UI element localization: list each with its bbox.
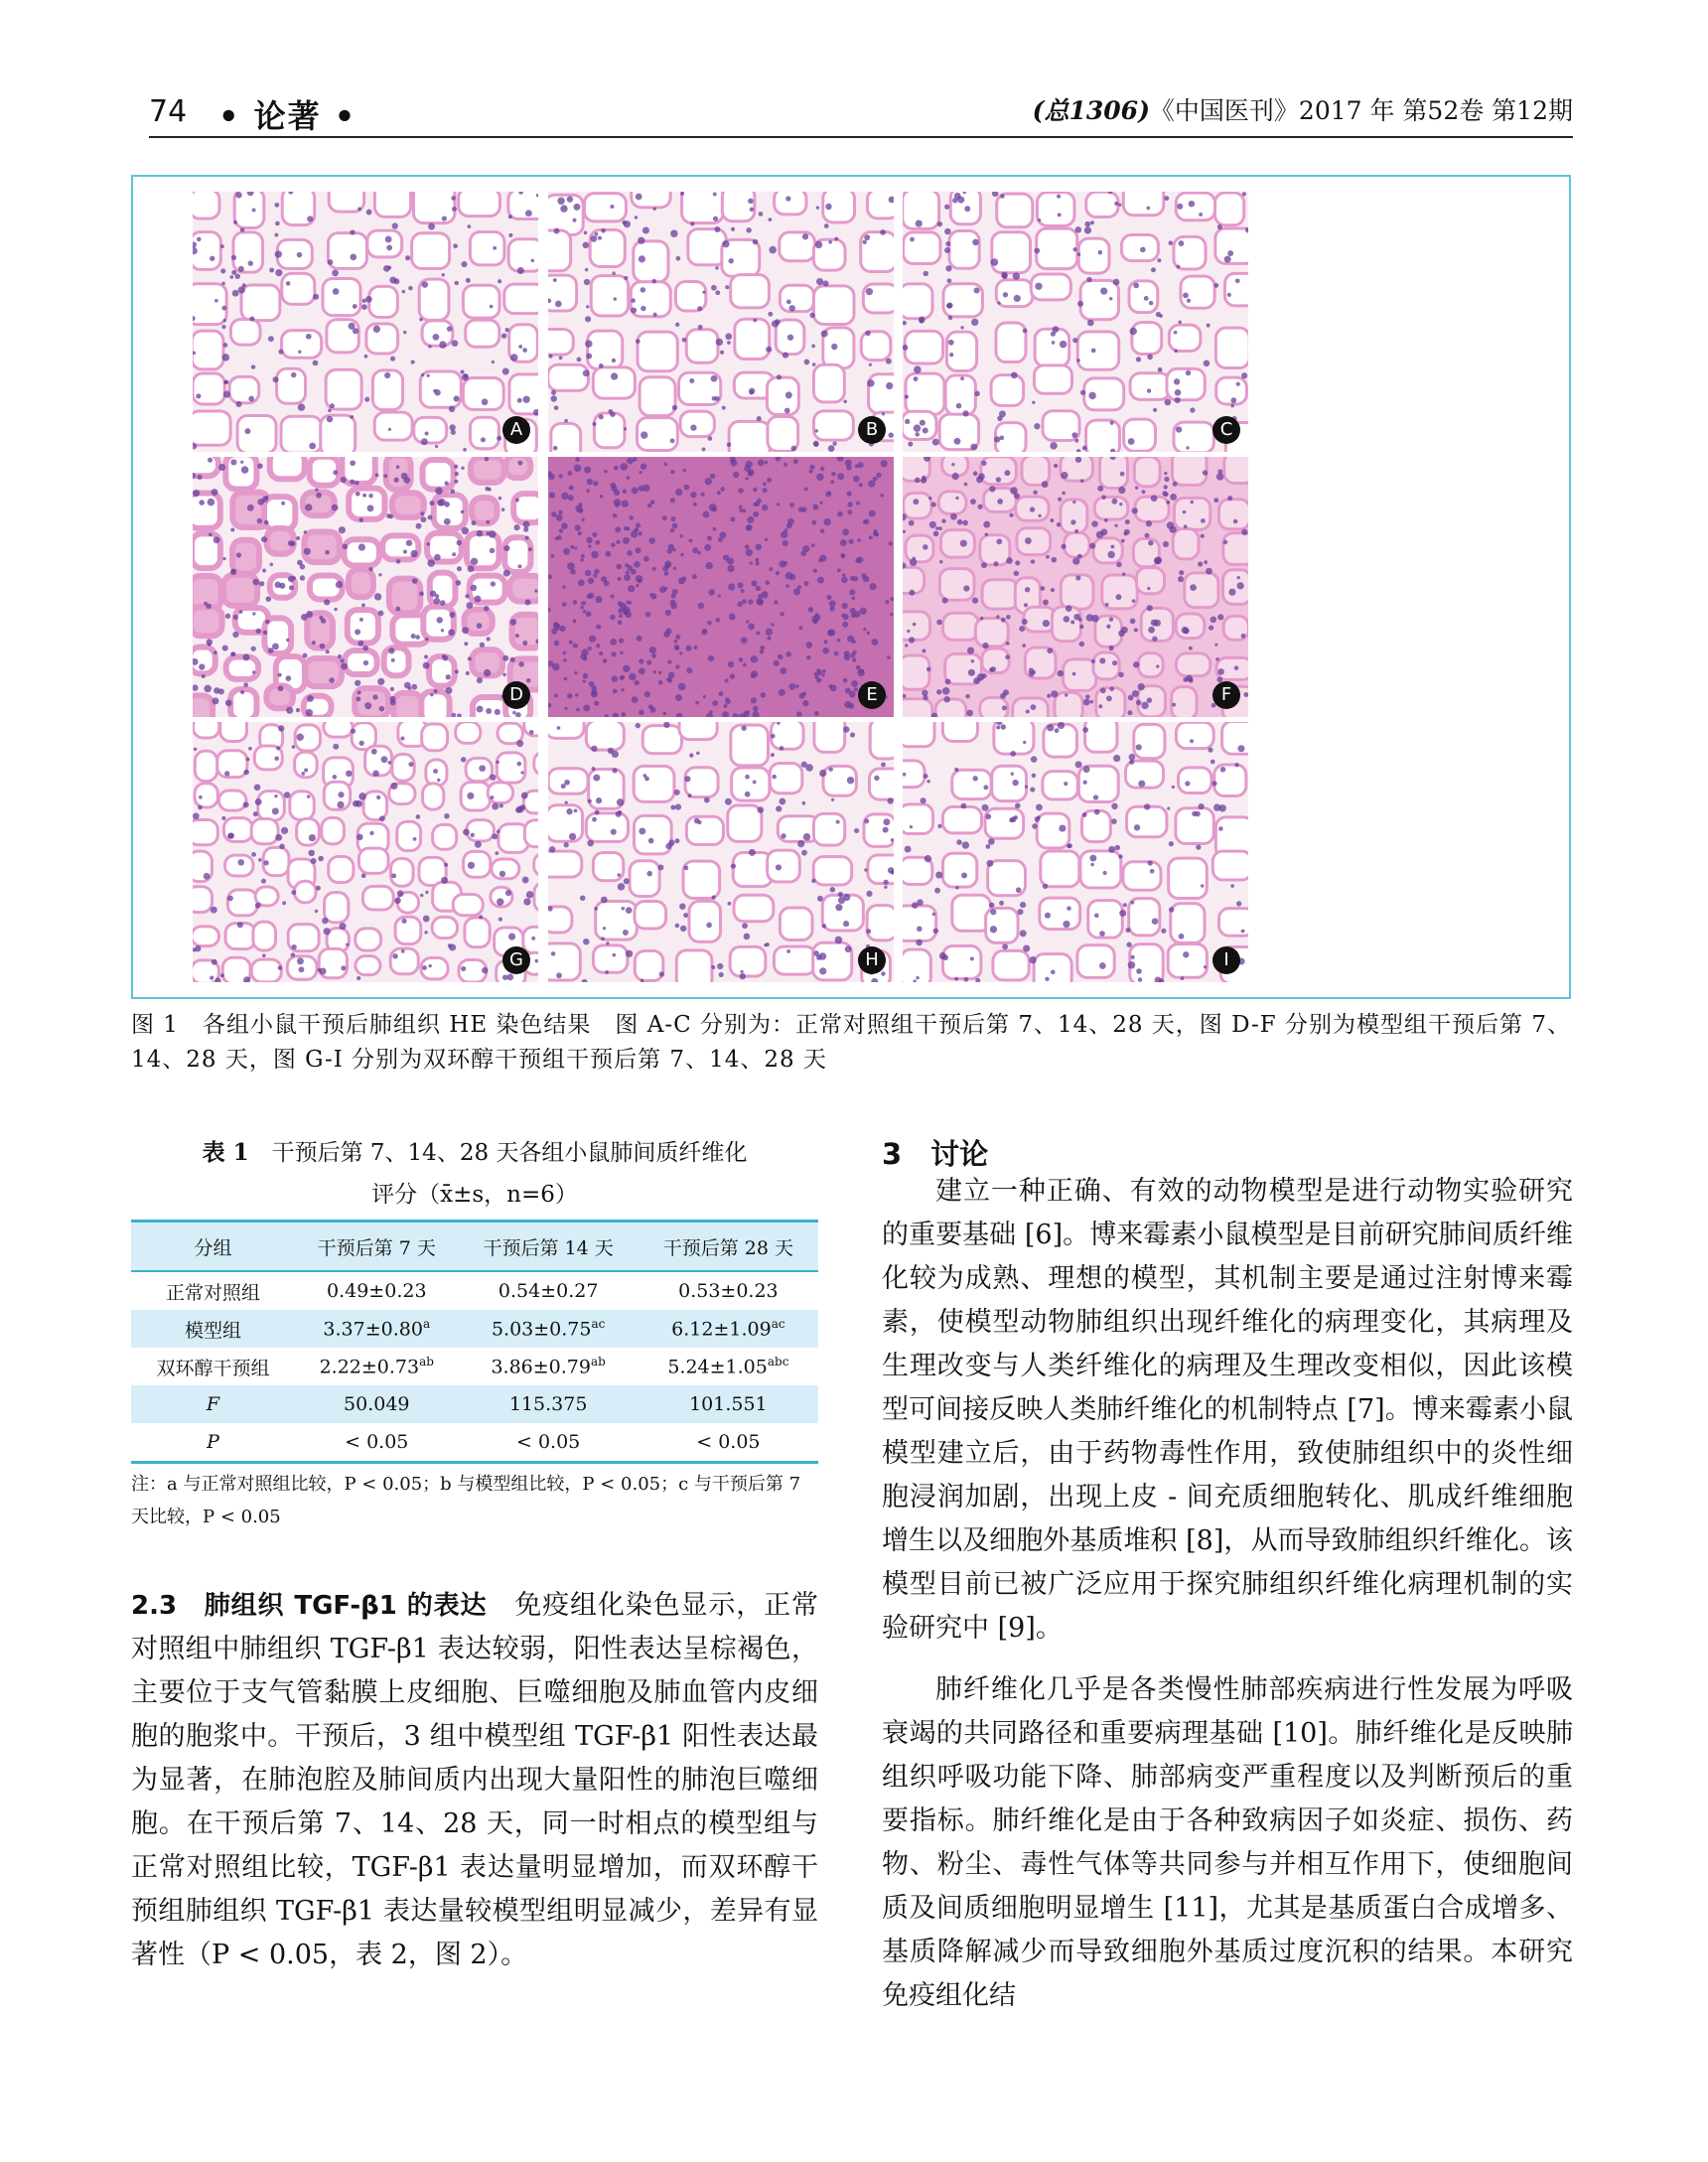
tissue-image: [193, 722, 538, 982]
tissue-image: [193, 457, 538, 717]
table-title-text: 干预后第 7、14、28 天各组小鼠肺间质纤维化: [271, 1140, 748, 1166]
table-title-line2: 评分（x̄±s，n=6）: [371, 1182, 578, 1208]
table-cell-value: [295, 1271, 459, 1310]
he-stain-panel-b: [548, 192, 894, 452]
table-header-cell: 分组: [131, 1222, 295, 1272]
journal-issue-prefix: (总1306): [1032, 96, 1150, 125]
table-cell-group: 双环醇干预组: [156, 1357, 270, 1379]
tissue-image: [193, 192, 538, 452]
discussion-paragraph: 肺纤维化几乎是各类慢性肺部疾病进行性发展为呼吸衰竭的共同路径和重要病理基础 [10]。肺纤维化是反映肺组织呼吸功能下降、肺部病变严重程度以及判断预后的重要指标。肺纤维化是由于各种致病因子如炎症、损伤、药物、粉尘、毒性气体等共同参与并相互作用下，使细胞间质及间质细胞明显增生 [11]，尤其是基质蛋白合成增多、基质降解减少而导致细胞外基质过度沉积的结果。本研究免疫组化结: [882, 1674, 1573, 2011]
table-cell-value: [639, 1348, 818, 1385]
cell-value-text: 6.12±1.09: [671, 1318, 772, 1341]
table-title: [131, 1132, 818, 1216]
table-row: [131, 1348, 818, 1385]
section-tag: • 论著 •: [218, 97, 357, 135]
discussion-body: [882, 1170, 1573, 2018]
he-stain-panel-g: [193, 722, 538, 982]
tissue-image: [548, 722, 894, 982]
table-body: [131, 1271, 818, 1463]
discussion-heading: 3 讨论: [882, 1137, 989, 1171]
cell-superscript: ab: [419, 1355, 434, 1369]
panel-label: A: [502, 416, 530, 444]
tissue-image: [903, 457, 1248, 717]
he-stain-panel-c: [903, 192, 1248, 452]
discussion-paragraph: 建立一种正确、有效的动物模型是进行动物实验研究的重要基础 [6]。博来霉素小鼠模型是目前研究肺间质纤维化较为成熟、理想的模型，其机制主要是通过注射博来霉素，使模型动物肺组织出现纤维化的病理变化，其病理及生理改变与人类纤维化的病理及生理改变相似，因此该模型可间接反映人类肺纤维化的机制特点 [7]。博来霉素小鼠模型建立后，由于药物毒性作用，致使肺组织中的炎性细胞浸润加剧，出现上皮 - 间充质细胞转化、肌成纤维细胞增生以及细胞外基质堆积 [8]，从而导致肺组织纤维化。该模型目前已被广泛应用于探究肺组织纤维化病理机制的实验研究中 [9]。: [882, 1176, 1573, 1644]
table-cell-value: [639, 1423, 818, 1463]
table-cell-value: [295, 1348, 459, 1385]
cell-value-text: 3.37±0.80: [323, 1318, 423, 1341]
cell-value-text: 0.54±0.27: [498, 1280, 599, 1302]
panel-label: C: [1212, 416, 1240, 444]
table-cell-group: P: [131, 1423, 295, 1463]
table-cell-value: [639, 1310, 818, 1348]
table-header-cell: 干预后第 28 天: [639, 1222, 818, 1272]
table-cell-group: 模型组: [131, 1310, 295, 1348]
cell-value-text: < 0.05: [696, 1431, 761, 1453]
he-stain-panel-f: [903, 457, 1248, 717]
table-header-row: [131, 1222, 818, 1272]
cell-superscript: abc: [767, 1355, 789, 1369]
table-cell-value: [639, 1271, 818, 1310]
table-header-cell: 干预后第 7 天: [295, 1222, 459, 1272]
panel-label: E: [858, 681, 886, 709]
journal-header: [1033, 91, 1573, 127]
panel-label: I: [1212, 946, 1240, 974]
table-cell-value: [459, 1423, 639, 1463]
table-row: [131, 1423, 818, 1463]
cell-value-text: 101.551: [689, 1393, 768, 1415]
cell-value-text: < 0.05: [345, 1431, 409, 1453]
cell-superscript: ab: [590, 1355, 606, 1369]
cell-value-text: < 0.05: [516, 1431, 581, 1453]
header-rule: [149, 136, 1573, 138]
tissue-image: [903, 722, 1248, 982]
table-row: [131, 1271, 818, 1310]
tissue-image: [548, 457, 894, 717]
he-stain-panel-e: [548, 457, 894, 717]
table-row: [131, 1310, 818, 1348]
table-cell-value: [295, 1310, 459, 1348]
cell-superscript: ac: [771, 1317, 785, 1332]
table-cell-value: [459, 1385, 639, 1423]
cell-value-text: 0.53±0.23: [678, 1280, 779, 1302]
table-cell-value: [295, 1385, 459, 1423]
table-header-cell: 干预后第 14 天: [459, 1222, 639, 1272]
panel-label: G: [502, 946, 530, 974]
cell-value-text: 5.24±1.05: [667, 1356, 768, 1378]
table-cell-value: [295, 1423, 459, 1463]
he-stain-panel-a: [193, 192, 538, 452]
cell-superscript: a: [422, 1317, 431, 1332]
page-number: 74: [149, 94, 188, 129]
table-cell-group: 正常对照组: [165, 1281, 260, 1304]
table-cell-group: F: [131, 1385, 295, 1423]
data-table: [131, 1220, 818, 1464]
cell-value-text: 5.03±0.75: [491, 1318, 592, 1341]
cell-value-text: 115.375: [508, 1393, 588, 1415]
subsection-text: 免疫组化染色显示，正常对照组中肺组织 TGF-β1 表达较弱，阳性表达呈棕褐色，主要位于支气管黏膜上皮细胞、巨噬细胞及肺血管内皮细胞的胞浆中。干预后，3 组中模型组 TGF-β1 阳性表达最为显著，在肺泡腔及肺间质内出现大量阳性的肺泡巨噬细胞。在干预后第 7、14、28 天，同一时相点的模型组与正常对照组比较，TGF-β1 表达量明显增加，而双环醇干预组肺组织 TGF-β1 表达量较模型组明显减少，差异有显著性（P < 0.05，表 2，图 2）。: [131, 1590, 818, 1970]
table-title-line1: [131, 1132, 818, 1174]
panel-label: D: [502, 681, 530, 709]
figure-caption: 图 1 各组小鼠干预后肺组织 HE 染色结果 图 A-C 分别为：正常对照组干预后第 7、14、28 天，图 D-F 分别为模型组干预后第 7、14、28 天，图 G-I 分别为双环醇干预组干预后第 7、14、28 天: [131, 1012, 1571, 1073]
tissue-image: [903, 192, 1248, 452]
table-cell-value: [459, 1310, 639, 1348]
journal-issue-rest: 《中国医刊》2017 年 第52卷 第12期: [1149, 96, 1573, 125]
he-stain-panel-i: [903, 722, 1248, 982]
panel-label: F: [1212, 681, 1240, 709]
cell-value-text: 2.22±0.73: [319, 1356, 420, 1378]
cell-value-text: 50.049: [344, 1393, 410, 1415]
subsection-heading: 2.3 肺组织 TGF-β1 的表达: [131, 1591, 488, 1621]
figure-frame: [131, 175, 1571, 999]
table-label: 表 1: [202, 1139, 249, 1166]
he-stain-panel-d: [193, 457, 538, 717]
tissue-image: [548, 192, 894, 452]
table-note: 注：a 与正常对照组比较，P < 0.05；b 与模型组比较，P < 0.05；c 与干预后第 7 天比较，P < 0.05: [131, 1474, 801, 1527]
panel-label: H: [858, 946, 886, 974]
he-stain-panel-h: [548, 722, 894, 982]
table-cell-value: [639, 1385, 818, 1423]
table-row: [131, 1385, 818, 1423]
left-body: [131, 1584, 818, 1977]
panel-label: B: [858, 416, 886, 444]
table-cell-value: [459, 1271, 639, 1310]
cell-value-text: 3.86±0.79: [491, 1356, 591, 1378]
cell-superscript: ac: [591, 1317, 606, 1332]
cell-value-text: 0.49±0.23: [327, 1280, 427, 1302]
table-cell-value: [459, 1348, 639, 1385]
